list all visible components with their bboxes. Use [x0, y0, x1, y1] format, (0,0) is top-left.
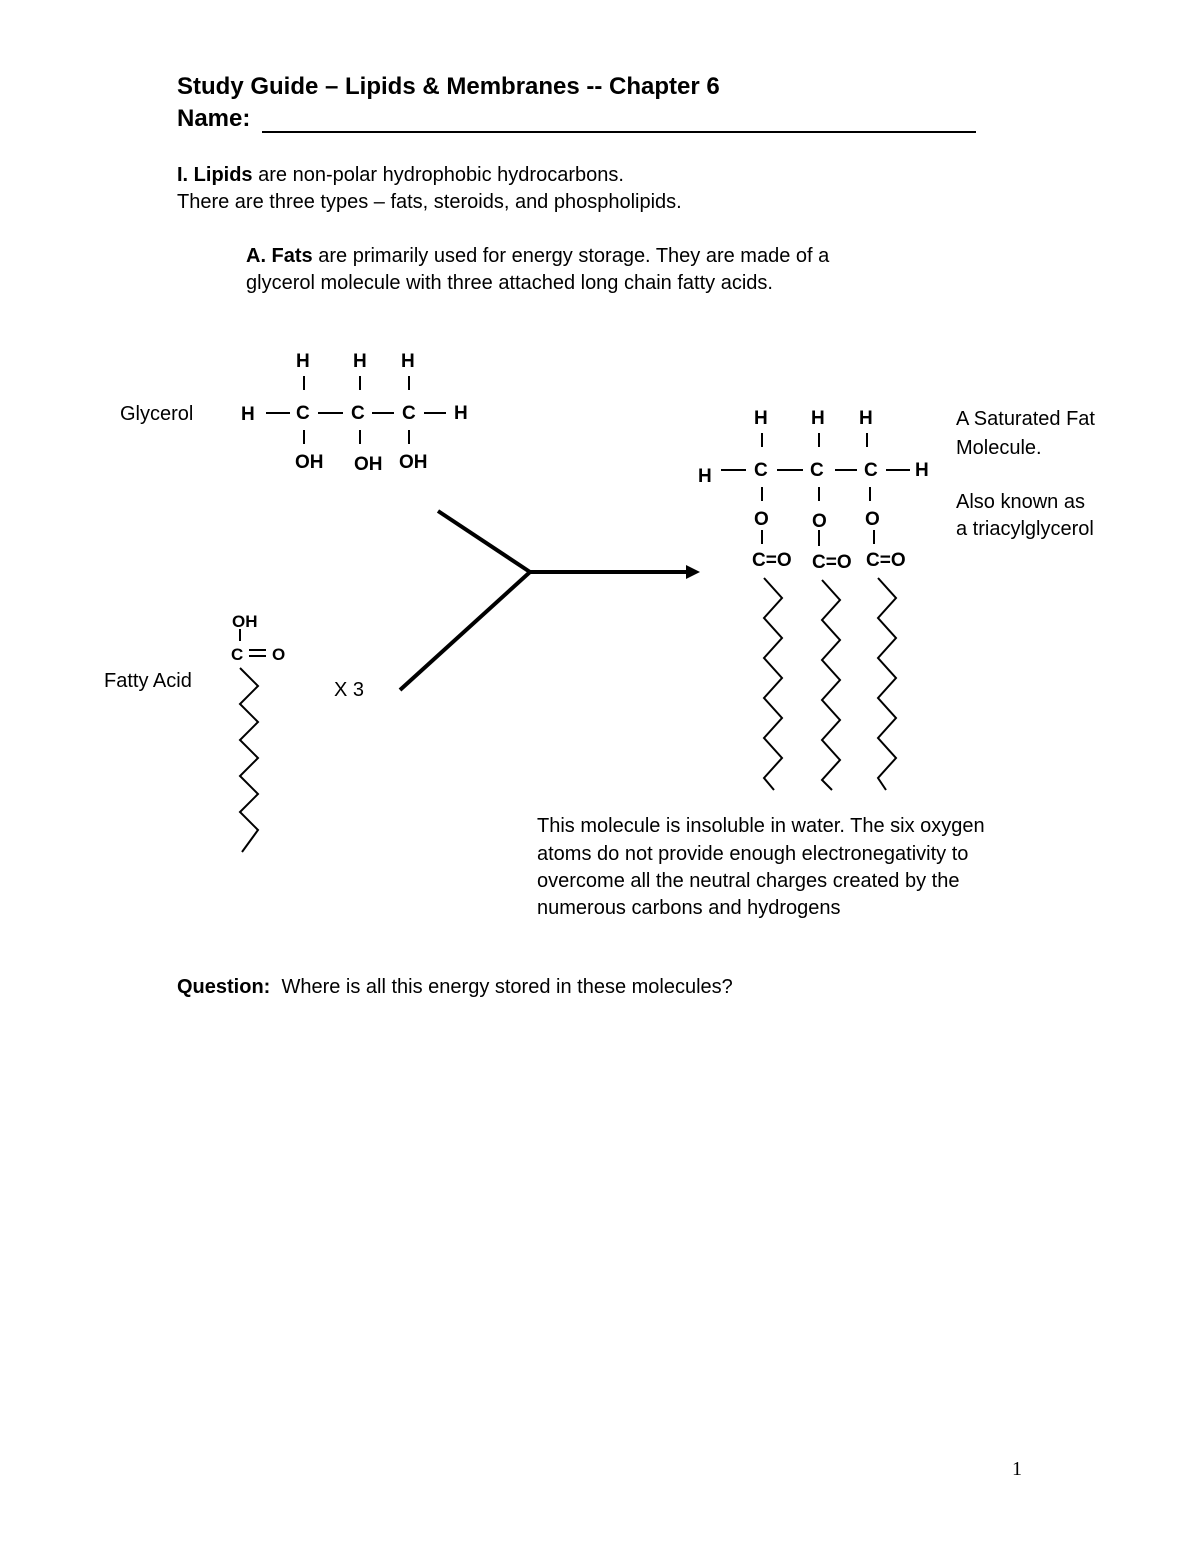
- glycerol-h-right: H: [454, 403, 468, 424]
- tg-c-3: C: [864, 460, 878, 481]
- tg-h-right: H: [915, 460, 929, 481]
- question-label: Question:: [177, 976, 271, 998]
- lipids-term: I. Lipids: [177, 164, 253, 186]
- glycerol-c-1: C: [296, 403, 310, 424]
- insoluble-line-2: atoms do not provide enough electronegativity to: [537, 843, 969, 865]
- glycerol-c-2: C: [351, 403, 365, 424]
- glycerol-h-top-2: H: [353, 351, 367, 372]
- tg-fatty-chains: [764, 578, 896, 790]
- tg-c-2: C: [810, 460, 824, 481]
- fatty-acid-c: C: [231, 645, 244, 664]
- question-text: Where is all this energy stored in these molecules?: [270, 976, 733, 998]
- tg-h-top-3: H: [859, 408, 873, 429]
- question: [177, 974, 733, 1001]
- fatty-acid-double-bond: [249, 650, 266, 656]
- tg-h-top-2: H: [811, 408, 825, 429]
- glycerol-h-top-1: H: [296, 351, 310, 372]
- saturated-fat-label: A Saturated Fat: [956, 408, 1095, 430]
- fatty-acid-oh: OH: [232, 612, 258, 631]
- multiplier-label: X 3: [334, 679, 365, 701]
- saturated-fat-label-2: Molecule.: [956, 437, 1042, 459]
- tg-o-2: O: [812, 511, 827, 532]
- tg-o-1: O: [754, 509, 769, 530]
- tg-o-3: O: [865, 509, 880, 530]
- tg-h-left: H: [698, 466, 712, 487]
- triacylglycerol-label: a triacylglycerol: [956, 518, 1094, 540]
- glycerol-oh-2: OH: [354, 454, 383, 475]
- fatty-acid-chain: [240, 668, 258, 852]
- page-title: Study Guide – Lipids & Membranes -- Chapter 6: [177, 73, 720, 100]
- glycerol-h-top-3: H: [401, 351, 415, 372]
- glycerol-c-3: C: [402, 403, 416, 424]
- tg-carbonyl-1: C=O: [752, 550, 792, 571]
- insoluble-line-4: numerous carbons and hydrogens: [537, 897, 841, 919]
- fats-line-1: are primarily used for energy storage. They are made of a: [312, 245, 830, 267]
- lipids-text: are non-polar hydrophobic hydrocarbons.: [252, 164, 624, 186]
- fats-line-2: glycerol molecule with three attached long chain fatty acids.: [246, 272, 773, 294]
- page-number: 1: [1012, 1458, 1022, 1480]
- name-label: Name:: [177, 105, 251, 132]
- fatty-acid-o: O: [272, 645, 286, 664]
- tg-h-top-1: H: [754, 408, 768, 429]
- lipid-types: There are three types – fats, steroids, and phospholipids.: [177, 191, 682, 213]
- fatty-acid-label: Fatty Acid: [104, 670, 192, 692]
- arrow-head: [686, 565, 700, 579]
- insoluble-line-3: overcome all the neutral charges created by the: [537, 870, 960, 892]
- reaction-arrow: [400, 511, 688, 690]
- fats-term: A. Fats: [246, 245, 313, 267]
- aka-label: Also known as: [956, 491, 1085, 513]
- glycerol-label: Glycerol: [120, 403, 194, 425]
- glycerol-oh-1: OH: [295, 452, 324, 473]
- tg-carbonyl-2: C=O: [812, 552, 852, 573]
- tg-c-1: C: [754, 460, 768, 481]
- insoluble-line-1: This molecule is insoluble in water. The six oxygen: [537, 815, 985, 837]
- tg-carbonyl-3: C=O: [866, 550, 906, 571]
- glycerol-h-left: H: [241, 404, 255, 425]
- glycerol-oh-3: OH: [399, 452, 428, 473]
